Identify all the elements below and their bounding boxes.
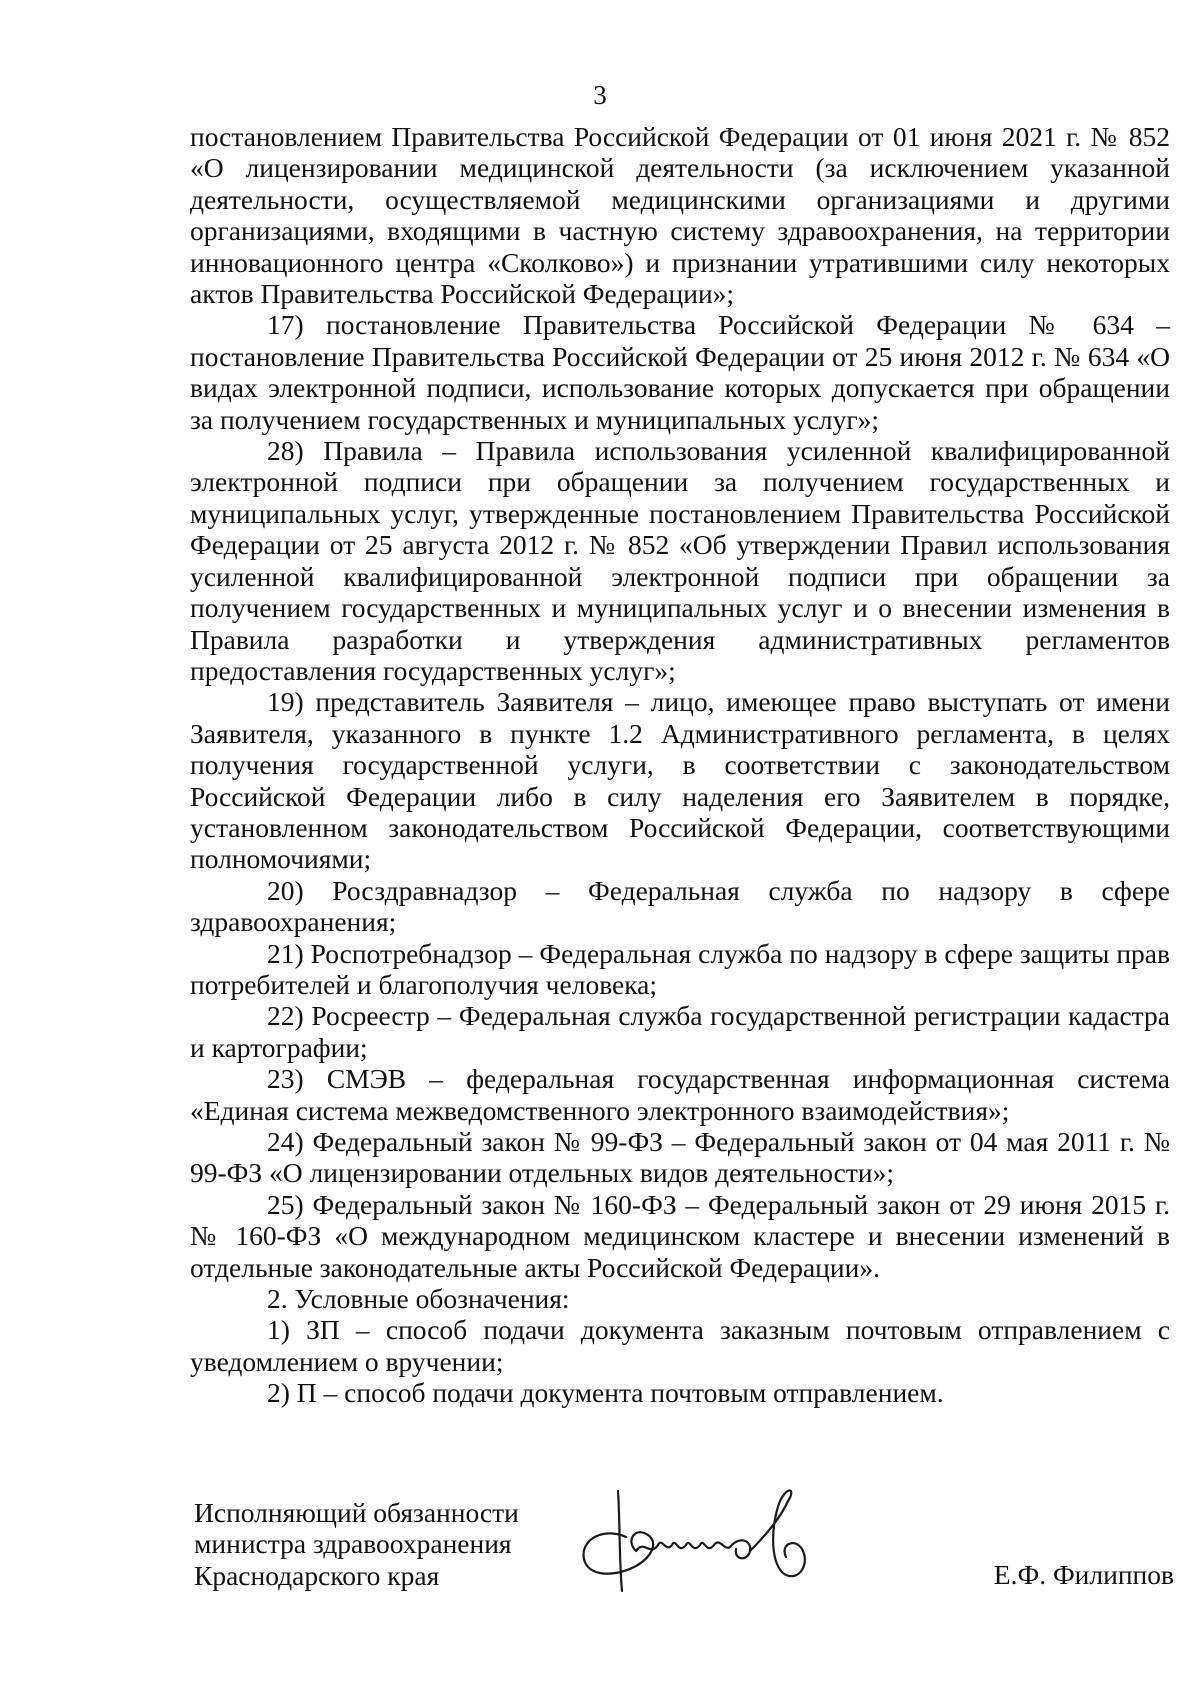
paragraph-item-17: 17) постановление Правительства Российской Федерации № 634 – постановление Правительства Российской Федерации от 25 июня 2012 г. № 634 «О видах электронной подписи, использование которых допускается при обращении за получением государственных и муниципальных услуг»; [190, 309, 1170, 435]
section-heading-abbreviations: 2. Условные обозначения: [267, 1283, 570, 1315]
paragraph-item-24: 24) Федеральный закон № 99-ФЗ – Федеральный закон от 04 мая 2011 г. № 99-ФЗ «О лицензировании отдельных видов деятельности»; [190, 1126, 1170, 1189]
paragraph-item-23: 23) СМЭВ – федеральная государственная информационная система «Единая система межведомственного электронного взаимодействия»; [190, 1063, 1170, 1126]
signer-name: Е.Ф. Филиппов [993, 1559, 1174, 1590]
signer-position-line-1: Исполняющий обязанности [194, 1497, 519, 1528]
paragraph-definition-continuation: постановлением Правительства Российской Федерации от 01 июня 2021 г. № 852 «О лицензировании медицинской деятельности (за исключением указанной деятельности, осуществляемой медицинскими организациями и другими организациями, входящими в частную систему здравоохранения, на территории инновационного центра «Сколково») и признании утратившими силу некоторых актов Правительства Российской Федерации»; [190, 121, 1170, 310]
signature-block [194, 1497, 1174, 1607]
document-body [190, 121, 1170, 1409]
page-number: 3 [593, 80, 607, 110]
paragraph-item-28: 28) Правила – Правила использования усиленной квалифицированной электронной подписи при обращении за получением государственных и муниципальных услуг, утвержденные постановлением Правительства Российской Федерации от 25 августа 2012 г. № 852 «Об утверждении Правил использования усиленной квалифицированной электронной подписи при обращении за получением государственных и муниципальных услуг и о внесении изменения в Правила разработки и утверждения административных регламентов предоставления государственных услуг»; [190, 435, 1170, 686]
paragraph-abbreviation-1: 1) ЗП – способ подачи документа заказным почтовым отправлением с уведомлением о вручении; [190, 1314, 1170, 1377]
paragraph-item-20: 20) Росздравнадзор – Федеральная служба по надзору в сфере здравоохранения; [190, 874, 1170, 938]
handwritten-signature-icon [574, 1479, 824, 1599]
paragraph-item-21: 21) Роспотребнадзор – Федеральная служба по надзору в сфере защиты прав потребителей и благополучия человека; [190, 937, 1170, 1000]
signer-position-line-2: министра здравоохранения [194, 1528, 512, 1560]
paragraph-item-25: 25) Федеральный закон № 160-ФЗ – Федеральный закон от 29 июня 2015 г. № 160-ФЗ «О международном медицинском кластере и внесении изменений в отдельные законодательные акты Российской Федерации». [190, 1188, 1170, 1283]
signer-position [194, 1497, 594, 1591]
paragraph-abbreviation-2: 2) П – способ подачи документа почтовым отправлением. [267, 1377, 944, 1409]
signer-position-line-3: Краснодарского края [194, 1559, 440, 1591]
paragraph-item-19: 19) представитель Заявителя – лицо, имеющее право выступать от имени Заявителя, указанного в пункте 1.2 Административного регламента, в целях получения государственной услуги, в соответствии с законодательством Российской Федерации либо в силу наделения его Заявителем в порядке, установленном законодательством Российской Федерации, соответствующими полномочиями; [190, 686, 1170, 875]
paragraph-item-22: 22) Росреестр – Федеральная служба государственной регистрации кадастра и картографии; [190, 1000, 1170, 1063]
